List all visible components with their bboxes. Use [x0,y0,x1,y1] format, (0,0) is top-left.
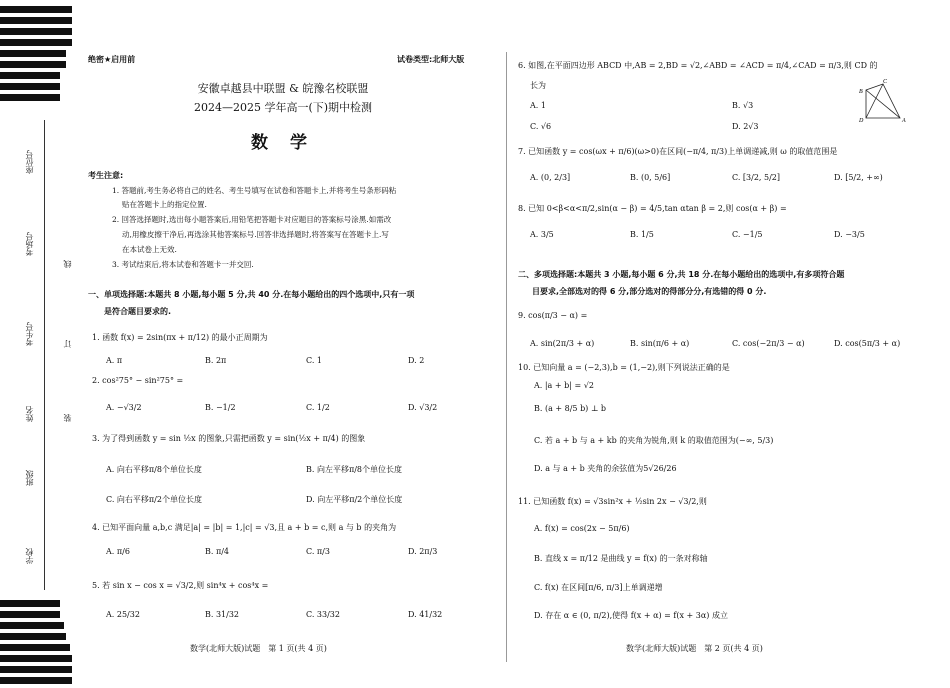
binding-field-line [44,120,45,590]
q6-option-d: D. 2√3 [732,122,759,131]
q11-option-d: D. 存在 α ∈ (0, π/2),使得 f(x + α) = f(x + 3α) 成立 [534,611,728,620]
name-label: 姓名 [25,406,34,422]
q7-option-d: D. [5/2, +∞) [834,173,883,182]
q7-option-b: B. (0, 5/6] [630,173,671,182]
student-number-label: 考生号 [25,322,34,346]
q4-option-c: C. π/3 [306,547,330,556]
notice-line: 2. 回答选择题时,选出每小题答案后,用铅笔把答题卡对应题目的答案标号涂黑.如需改 [112,215,392,224]
notice-line: 贴在答题卡上的指定位置. [122,200,207,209]
q2-option-c: C. 1/2 [306,403,330,412]
q6-option-b: B. √3 [732,101,754,110]
footer-page-1: 数学(北师大版)试题 第 1 页(共 4 页) [190,644,327,653]
q11-option-c: C. f(x) 在区间[π/6, π/3]上单调递增 [534,583,663,592]
seat-number-label: 座位号 [25,150,34,174]
q9-option-a: A. sin(2π/3 + α) [530,339,595,348]
q3-option-d: D. 向左平移π/2个单位长度 [306,495,403,504]
column-divider [506,52,507,662]
q4-option-b: B. π/4 [205,547,230,556]
exam-type: 试卷类型:北师大版 [397,55,465,64]
q5-option-b: B. 31/32 [205,610,240,619]
q11-option-b: B. 直线 x = π/12 是曲线 y = f(x) 的一条对称轴 [534,554,708,563]
school-label: 学校 [25,548,34,564]
notice-title: 考生注意: [88,171,124,180]
notice-line: 3. 考试结束后,将本试卷和答题卡一并交回. [112,260,254,269]
binding-mark-ding: 订 [63,340,72,348]
exam-name: 2024—2025 学年高一(下)期中检测 [193,101,373,114]
binding-mark-zhuang: 装 [63,414,72,422]
figure-label-a: A [902,118,906,124]
section2-title: 二、多项选择题:本题共 3 小题,每小题 6 分,共 18 分.在每小题给出的选项中,有多项符合题 [518,270,845,279]
q11-option-a: A. f(x) = cos(2x − 5π/6) [534,524,630,533]
q2-option-d: D. √3/2 [408,403,438,412]
q2-option-b: B. −1/2 [205,403,236,412]
footer-page-2: 数学(北师大版)试题 第 2 页(共 4 页) [626,644,763,653]
notice-line: 在本试卷上无效. [122,245,177,254]
quadrilateral-figure [858,78,910,124]
q10-option-a: A. |a + b| = √2 [534,381,594,390]
class-label: 班级 [25,470,34,486]
question-4-stem: 4. 已知平面向量 a,b,c 满足|a| = |b| = 1,|c| = √3,且 a + b = c,则 a 与 b 的夹角为 [92,523,397,532]
figure-label-b: B [859,89,863,95]
q5-option-d: D. 41/32 [408,610,443,619]
q3-option-b: B. 向左平移π/8个单位长度 [306,465,403,474]
q1-option-a: A. π [106,356,123,365]
question-10-stem: 10. 已知向量 a = (−2,3),b = (1,−2),则下列说法正确的是 [518,363,730,372]
q9-option-d: D. cos(5π/3 + α) [834,339,901,348]
figure-label-c: C [883,79,888,85]
q5-option-a: A. 25/32 [106,610,140,619]
notice-line: 1. 答题前,考生务必将自己的姓名、考生号填写在试卷和答题卡上,并将考生号条形码粘 [112,186,397,195]
question-5-stem: 5. 若 sin x − cos x = √3/2,则 sin⁴x + cos⁴x = [92,581,269,590]
q4-option-d: D. 2π/3 [408,547,438,556]
question-1-stem: 1. 函数 f(x) = 2sin(πx + π/12) 的最小正周期为 [92,333,268,342]
q8-option-d: D. −3/5 [834,230,865,239]
org-title: 安徽卓越县中联盟 & 皖豫名校联盟 [197,82,369,95]
q10-option-d: D. a 与 a + b 夹角的余弦值为5√26/26 [534,464,677,473]
subject-title: 数 学 [251,133,315,153]
section1-title: 一、单项选择题:本题共 8 小题,每小题 5 分,共 40 分.在每小题给出的四个选项中,只有一项 [88,290,415,299]
q10-option-b: B. (a + 8/5 b) ⊥ b [534,404,607,413]
question-6-stem-cont: 长为 [530,81,546,90]
q8-option-a: A. 3/5 [530,230,554,239]
question-6-stem: 6. 如图,在平面四边形 ABCD 中,AB = 2,BD = √2,∠ABD = ∠ACD = π/4,∠CAD = π/3,则 CD 的 [518,61,878,70]
q6-option-a: A. 1 [530,101,546,110]
q9-option-c: C. cos(−2π/3 − α) [732,339,805,348]
q8-option-b: B. 1/5 [630,230,654,239]
q7-option-c: C. [3/2, 5/2] [732,173,780,182]
q9-option-b: B. sin(π/6 + α) [630,339,690,348]
binding-mark-line: 线 [63,260,72,268]
question-8-stem: 8. 已知 0<β<α<π/2,sin(α − β) = 4/5,tan αtan β = 2,则 cos(α + β) = [518,204,787,213]
q1-option-d: D. 2 [408,356,425,365]
q8-option-c: C. −1/5 [732,230,763,239]
q1-option-c: C. 1 [306,356,323,365]
q3-option-c: C. 向右平移π/2个单位长度 [106,495,202,504]
exam-room-label: 考场号 [25,232,34,256]
question-2-stem: 2. cos²75° − sin²75° = [92,376,184,385]
question-9-stem: 9. cos(π/3 − α) = [518,311,588,320]
confidential-mark: 绝密★启用前 [88,55,136,64]
figure-label-d: D [859,118,864,124]
section2-title-cont: 目要求,全部选对的得 6 分,部分选对的得部分分,有选错的得 0 分. [532,287,767,296]
q10-option-c: C. 若 a + b 与 a + kb 的夹角为锐角,则 k 的取值范围为(−∞, 5/3) [534,436,774,445]
q3-option-a: A. 向右平移π/8个单位长度 [106,465,202,474]
q5-option-c: C. 33/32 [306,610,340,619]
question-7-stem: 7. 已知函数 y = cos(ωx + π/6)(ω>0)在区间(−π/4, π/3)上单调递减,则 ω 的取值范围是 [518,147,838,156]
section1-title-cont: 是符合题目要求的. [104,307,172,316]
question-11-stem: 11. 已知函数 f(x) = √3sin²x + ½sin 2x − √3/2,则 [518,497,707,506]
q4-option-a: A. π/6 [106,547,130,556]
notice-line: 动,用橡皮擦干净后,再选涂其他答案标号.回答非选择题时,将答案写在答题卡上.写 [122,230,389,239]
q2-option-a: A. −√3/2 [106,403,142,412]
q7-option-a: A. (0, 2/3] [530,173,571,182]
question-3-stem: 3. 为了得到函数 y = sin ½x 的图象,只需把函数 y = sin(½x + π/4) 的图象 [92,434,366,443]
q6-option-c: C. √6 [530,122,552,131]
q1-option-b: B. 2π [205,356,227,365]
